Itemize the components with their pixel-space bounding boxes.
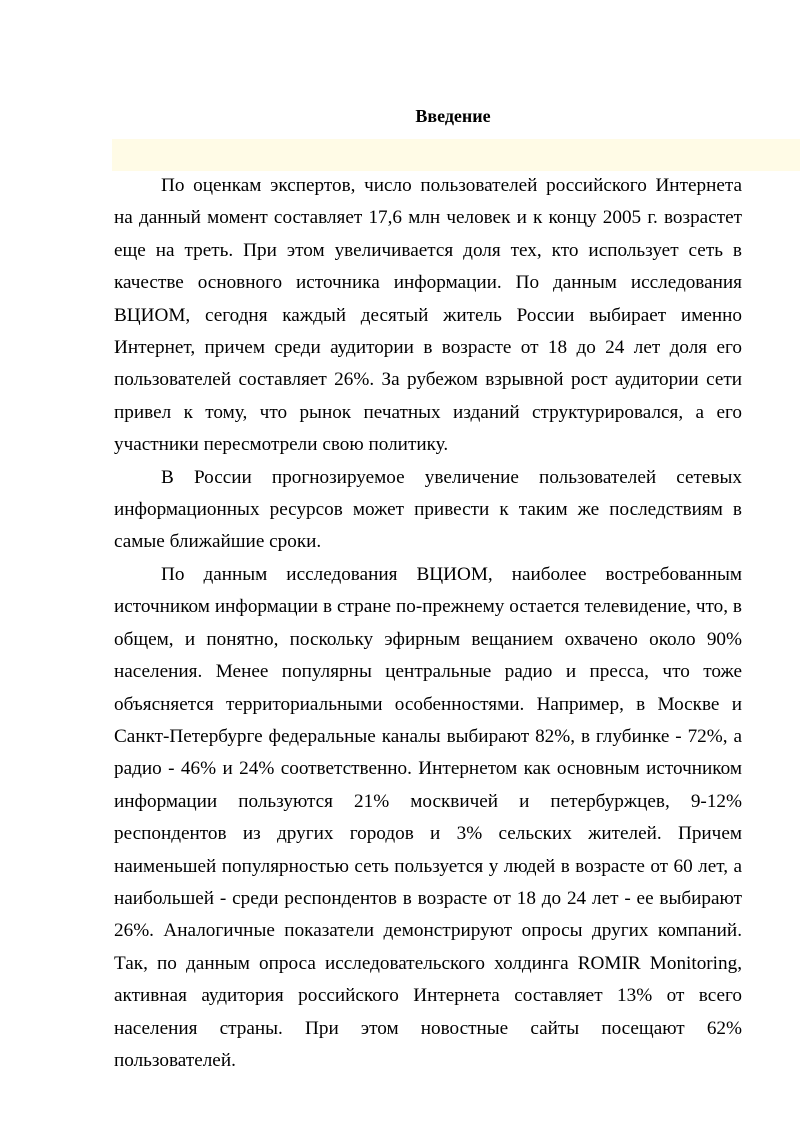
paragraph-1: По оценкам экспертов, число пользователей российского Интернета на данный момент составляет 17,6 млн человек и к концу 2005 г. возрастет еще на треть. При этом увеличивается доля тех, кто использует сеть в качестве основного источника информации. По данным исследования ВЦИОМ, сегодня каждый десятый житель России выбирает именно Интернет, причем среди аудитории в возрасте от 18 до 24 лет доля его пользователей составляет 26%. За рубежом взрывной рост аудитории сети привел к тому, что рынок печатных изданий структурировался, а его участники пересмотрели свою политику. — [114, 175, 742, 456]
document-title: Введение — [415, 106, 491, 126]
highlight-strip — [112, 139, 800, 171]
document-body — [114, 170, 742, 1077]
paragraph-2: В России прогнозируемое увеличение пользователей сетевых информационных ресурсов может привести к таким же последствиям в самые ближайшие сроки. — [114, 466, 742, 553]
paragraph-3: По данным исследования ВЦИОМ, наиболее востребованным источником информации в стране по-прежнему остается телевидение, что, в общем, и понятно, поскольку эфирным вещанием охвачено около 90% населения. Менее популярны центральные радио и пресса, что тоже объясняется территориальными особенностями. Например, в Москве и Санкт-Петербурге федеральные каналы выбирают 82%, в глубинке - 72%, а радио - 46% и 24% соответственно. Интернетом как основным источником информации пользуются 21% москвичей и петербуржцев, 9-12% респондентов из других городов и 3% сельских жителей. Причем наименьшей популярностью сеть пользуется у людей в возрасте от 60 лет, а наибольшей - среди респондентов в возрасте от 18 до 24 лет - ее выбирают 26%. Аналогичные показатели демонстрируют опросы других компаний. Так, по данным опроса исследовательского холдинга ROMIR Monitoring, активная аудитория российского Интернета составляет 13% от всего населения страны. При этом новостные сайты посещают 62% пользователей. — [114, 563, 742, 1071]
